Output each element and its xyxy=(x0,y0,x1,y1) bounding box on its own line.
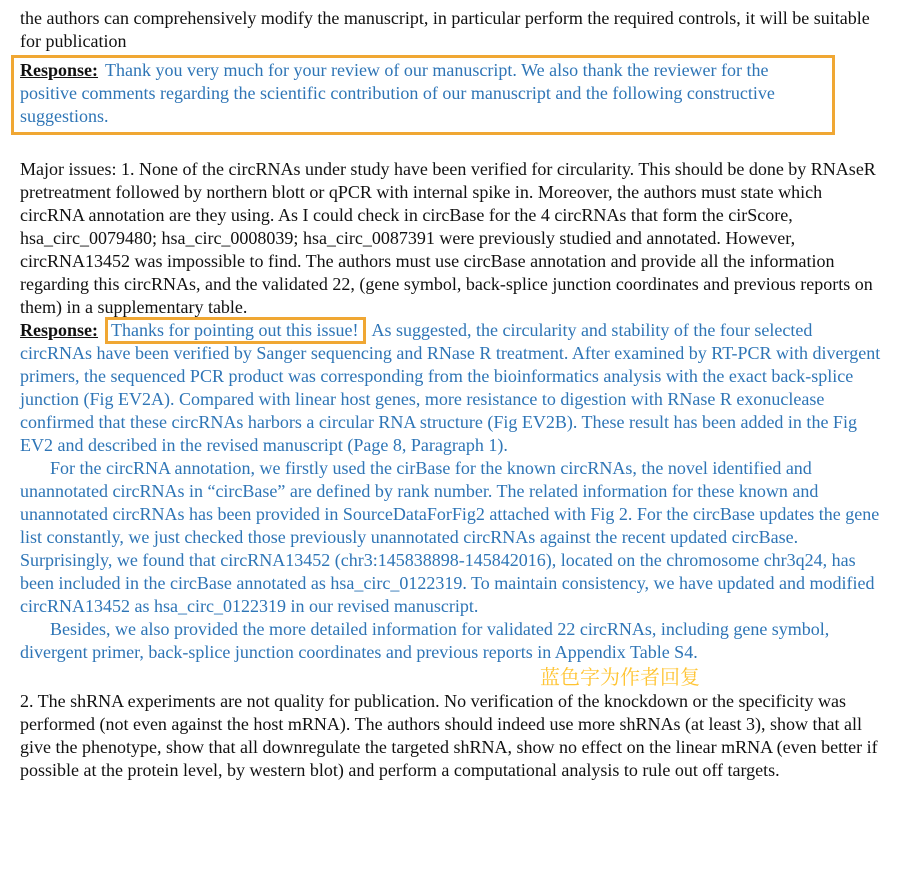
response-2-label: Response: xyxy=(20,320,99,340)
response-1-label: Response: xyxy=(20,60,99,80)
reviewer-major-issue-2: 2. The shRNA experiments are not quality for publication. No verification of the knockdown or the specificity was performed (not even against the host mRNA). The authors should indeed use more shRNAs (at least 3), show that all give the phenotype, show that all downregulate the targeted shRNA, show no effect on the linear mRNA (even better if possible at the protein level, by western blot) and perform a computational analysis to rule out off targets. xyxy=(20,691,878,780)
response-1-highlight-box xyxy=(11,55,835,135)
reviewer-comment-intro: the authors can comprehensively modify the manuscript, in particular perform the required controls, it will be suitable for publication xyxy=(20,8,870,51)
annotation-note-blue-text-is-author-reply: 蓝色字为作者回复 xyxy=(540,665,700,689)
response-2-text: As suggested, the circularity and stability of the four selected circRNAs have been verified by Sanger sequencing and RNase R treatment. After examined by RT-PCR with divergent primers, the sequenced PCR product was corresponding from the bioinformatics analysis with the exact back-splice junction (Fig EV2A). Compared with linear host genes, more resistance to digestion with RNase R exonuclease confirmed that these circRNAs harbors a circular RNA structure (Fig EV2B). These result has been added in the Fig EV2 and described in the revised manuscript (Page 8, Paragraph 1). xyxy=(20,320,881,455)
response-2-paragraph-3: Besides, we also provided the more detailed information for validated 22 circRNAs, including gene symbol, divergent primer, back-splice junction coordinates and previous reports in Appendix Table S4. xyxy=(20,619,830,662)
response-1-paragraph xyxy=(20,59,824,128)
response-2-paragraph xyxy=(20,319,881,457)
response-2-highlighted-phrase: Thanks for pointing out this issue! xyxy=(105,317,365,344)
response-2-paragraph-2: For the circRNA annotation, we firstly used the cirBase for the known circRNAs, the novel identified and unannotated circRNAs in “circBase” are defined by rank number. The related information for these known and unannotated circRNAs has been provided in SourceDataForFig2 attached with Fig 2. For the circBase updates the gene list constantly, we just checked those previously unannotated circRNAs against the recent updated circBase. Surprisingly, we found that circRNA13452 (chr3:145838898-145842016), located on the chromosome chr3q24, has been included in the circBase annotated as hsa_circ_0122319. To maintain consistency, we have updated and modified circRNA13452 as hsa_circ_0122319 in our revised manuscript. xyxy=(20,458,880,616)
response-1-text: Thank you very much for your review of our manuscript. We also thank the reviewer for the positive comments regarding the scientific contribution of our manuscript and the following constructive suggestions. xyxy=(20,60,775,126)
reviewer-major-issue-1: Major issues: 1. None of the circRNAs under study have been verified for circularity. This should be done by RNAseR pretreatment followed by northern blott or qPCR with internal spike in. Moreover, the authors must state which circRNA annotation are they using. As I could check in circBase for the 4 circRNAs that form the cirScore, hsa_circ_0079480; hsa_circ_0008039; hsa_circ_0087391 were previously studied and annotated. However, circRNA13452 was impossible to find. The authors must use circBase annotation and provide all the information regarding this circRNAs, and the validated 22, (gene symbol, back-splice junction coordinates and previous reports on them) in a supplementary table. xyxy=(20,159,876,317)
